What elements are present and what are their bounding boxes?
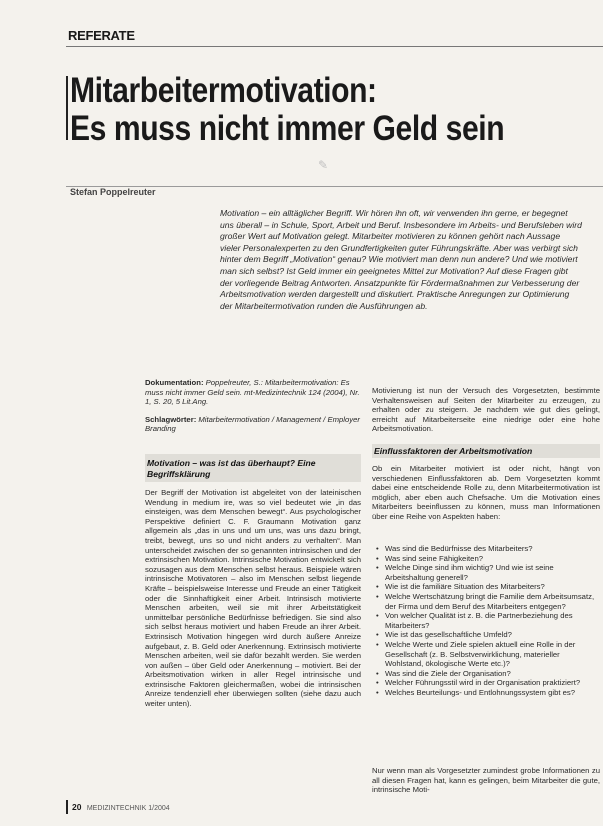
right-intro-paragraph: Motivierung ist nun der Versuch des Vorgesetzten, bestimmte Verhaltensweisen auf Seiten der Mitarbeiter zu erzeugen, zu erhalten oder zu steigern. Je nachdem wie gut dies gelingt, erreicht auf Mitarbeiterseite eine niedrige oder eine hohe Arbeitsmotivation. bbox=[372, 386, 600, 434]
publication-name: MEDIZINTECHNIK 1/2004 bbox=[86, 805, 170, 812]
title-line-2: Es muss nicht immer Geld sein bbox=[70, 109, 505, 148]
list-item: • Was sind die Bedürfnisse des Mitarbeiters? bbox=[376, 544, 600, 554]
doc-text: Poppelreuter, S.: Mitarbeitermotivation: Es muss nicht immer Geld sein. mt-Medizintechnik 124 (2004), Nr. 1, S. 20, 5 Lit.Ang. bbox=[145, 378, 360, 407]
list-item: • Von welcher Qualität ist z. B. die Partnerbeziehung des Mitarbeiters? bbox=[376, 611, 600, 630]
list-item: • Was sind seine Fähigkeiten? bbox=[376, 554, 600, 564]
doc-label: Dokumentation: bbox=[145, 378, 204, 387]
list-item: • Welches Beurteilungs- und Entlohnungssystem gibt es? bbox=[376, 688, 600, 698]
questions-list bbox=[376, 544, 600, 698]
list-item: • Wie ist die familiäre Situation des Mitarbeiters? bbox=[376, 582, 600, 592]
right-body-paragraph: Ob ein Mitarbeiter motiviert ist oder nicht, hängt von verschiedenen Einflussfaktoren ab. Dem Vorgesetzten kommt dabei eine entscheidende Rolle zu, denn Mitarbeitermotivation ist möglich, aber eben auch Chefsache. Um die Motivation eines Mitarbeiters beeinflussen zu können, muss man Informationen über eine Reihe von Aspekten haben: bbox=[372, 464, 600, 521]
list-item: • Welche Werte und Ziele spielen aktuell eine Rolle in der Gesellschaft (z. B. Selbstverwirklichung, materieller Wohlstand, ökologische Werte etc.)? bbox=[376, 640, 600, 669]
list-item: • Welcher Führungsstil wird in der Organisation praktiziert? bbox=[376, 678, 600, 688]
title-line-1: Mitarbeitermotivation: bbox=[70, 71, 377, 110]
section-label: REFERATE bbox=[68, 28, 135, 43]
left-section-heading: Motivation – was ist das überhaupt? Eine Begriffsklärung bbox=[147, 458, 316, 479]
footer-accent-bar bbox=[66, 800, 68, 814]
page-number: 20 bbox=[72, 802, 82, 812]
author-name: Stefan Poppelreuter bbox=[70, 187, 156, 197]
left-body-text: Der Begriff der Motivation ist abgeleitet von der lateinischen Wendung in medium ire, was so viel bedeutet wie „in das einsteigen, was dem Menschen bewegt“. Aus psychologischer Perspektive definiert C. F. Graumann Motivation ganz allgemein als „das in uns und um uns, was uns dazu bringt, treibt, bewegt, uns so und nicht anders zu verhalten“. Man unterscheidet zwischen der so genannten intrinsischen und der extrinsischen Motivation. Intrinsische Motivation entwickelt sich sozusagen aus dem Menschen selbst heraus. Beispiele wären intrinsische Motivatoren – also im Menschen selbst liegende Kräfte – beispielsweise Interesse und Freude an einer Tätigkeit oder die Sinnhaftigkeit einer Arbeit. Intrinsisch motivierte Menschen arbeiten, weil sie mit ihrer Arbeitstätigkeit unmittelbar persönliche Bedürfnisse befriedigen. Sie sind also sich selbst heraus motiviert und haben Freude an ihrer Arbeit. Extrinsisch Motivation hingegen wird durch äußere Anreize aufgebaut, z. B. Geld oder Anerkennung. Extrinsisch motivierte Menschen arbeiten, weil sie dafür bezahlt werden. Sie werden von außen – über Geld oder Anerkennung – motiviert. Bei der Arbeitsmotivation wirken in aller Regel intrinsische und extrinsische Faktoren gleichermaßen, wobei die intrinsischen Anreize tendenziell eher überwiegen sollten (siehe dazu auch weiter unten). bbox=[145, 488, 361, 709]
page-footer bbox=[72, 802, 170, 812]
list-item: • Was sind die Ziele der Organisation? bbox=[376, 669, 600, 679]
intro-abstract: Motivation – ein alltäglicher Begriff. Wir hören ihn oft, wir verwenden ihn gerne, er begegnet uns überall – in Schule, Sport, Arbeit und Beruf. Insbesondere im Arbeits- und Berufsleben wird großer Wert auf Motivation gelegt. Mitarbeiter motivieren zu können gehört nach Aussage vieler Personalexperten zu den Grundfertigkeiten guter Führungskräfte. Aber was verbirgt sich hinter dem Begriff „Motivation“ genau? Wie motiviert man denn nun andere? Und wie motiviert man sich selbst? Ist Geld immer ein geeignetes Mittel zur Motivation? Auf diese Fragen gibt der vorliegende Beitrag Antworten. Ansatzpunkte für Fördermaßnahmen zur Verbesserung der Arbeitsmotivation werden dargestellt und diskutiert. Praktische Anregungen zur Optimierung der Mitarbeitermotivation runden die Ausführungen ab. bbox=[220, 208, 582, 311]
right-section-heading: Einflussfaktoren der Arbeitsmotivation bbox=[374, 446, 533, 456]
keywords-text: Mitarbeitermotivation / Management / Employer Branding bbox=[145, 414, 360, 434]
right-closing-paragraph: Nur wenn man als Vorgesetzter zumindest grobe Informationen zu all diesen Fragen hat, kann es gelingen, beim Mitarbeiter die gute, intrinsische Moti- bbox=[372, 766, 600, 795]
page-title bbox=[70, 72, 504, 148]
title-accent-bar bbox=[66, 76, 68, 140]
keywords-label: Schlagwörter: bbox=[145, 414, 197, 424]
section-rule bbox=[66, 46, 603, 47]
scan-mark-icon: ✎ bbox=[318, 158, 329, 172]
list-item: • Welche Wertschätzung bringt die Familie dem Arbeitsumsatz, der Firma und dem Beruf des Mitarbeiters entgegen? bbox=[376, 592, 600, 611]
list-item: • Welche Dinge sind ihm wichtig? Und wie ist seine Arbeitshaltung generell? bbox=[376, 563, 600, 582]
list-item: • Wie ist das gesellschaftliche Umfeld? bbox=[376, 630, 600, 640]
documentation-block bbox=[145, 378, 361, 434]
